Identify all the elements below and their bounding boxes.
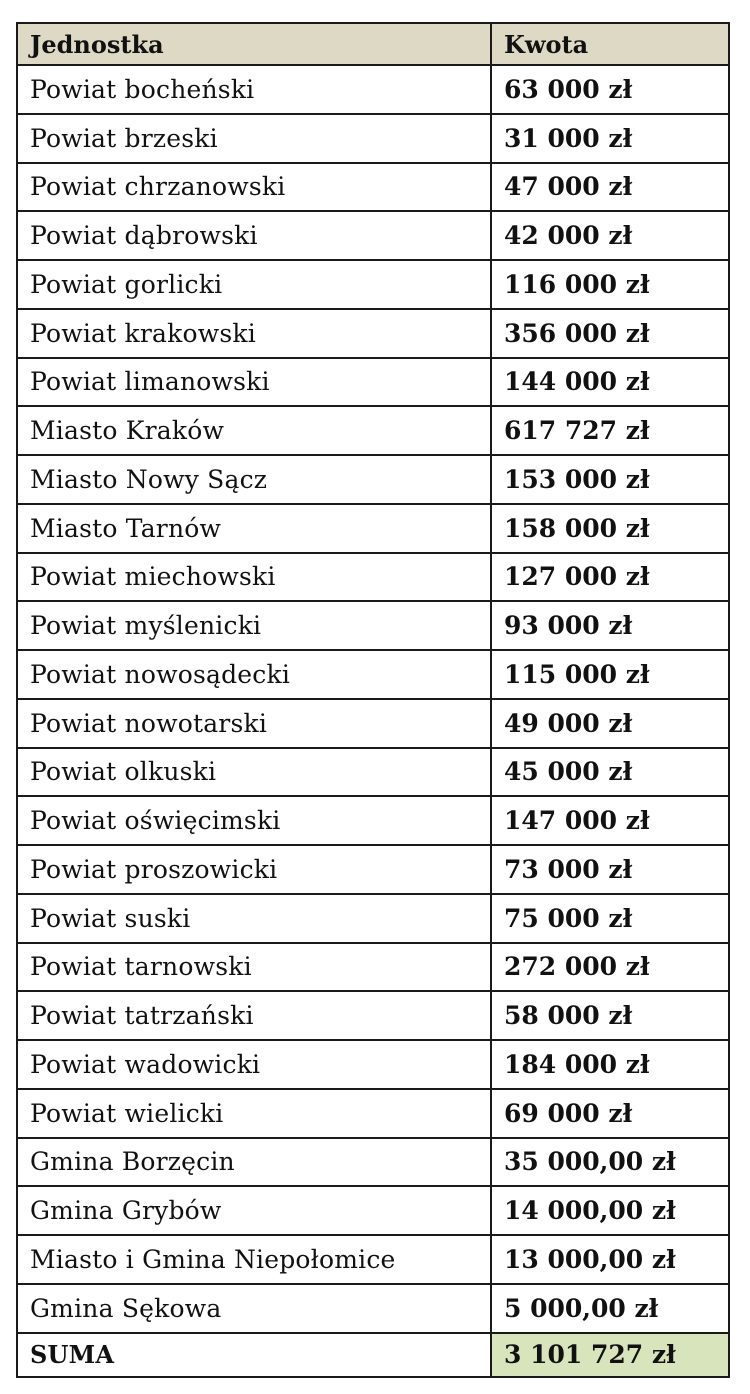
unit-name-cell: Powiat tatrzański xyxy=(17,991,491,1040)
unit-name-cell: Powiat bocheński xyxy=(17,65,491,114)
unit-name-cell: Powiat nowotarski xyxy=(17,699,491,748)
table-row xyxy=(17,1089,729,1138)
table-row xyxy=(17,163,729,212)
table-row xyxy=(17,1138,729,1187)
unit-name-cell: Powiat krakowski xyxy=(17,309,491,358)
unit-name-cell: Powiat olkuski xyxy=(17,748,491,797)
unit-name-cell: Powiat wadowicki xyxy=(17,1040,491,1089)
amount-cell: 147 000 zł xyxy=(491,796,729,845)
column-header-amount: Kwota xyxy=(491,23,729,65)
table-row xyxy=(17,991,729,1040)
total-amount: 3 101 727 zł xyxy=(491,1333,729,1377)
amount-cell: 272 000 zł xyxy=(491,943,729,992)
unit-name-cell: Powiat suski xyxy=(17,894,491,943)
unit-name-cell: Powiat proszowicki xyxy=(17,845,491,894)
table-row xyxy=(17,260,729,309)
amount-cell: 45 000 zł xyxy=(491,748,729,797)
table-row xyxy=(17,1040,729,1089)
unit-name-cell: Gmina Grybów xyxy=(17,1186,491,1235)
unit-name-cell: Powiat limanowski xyxy=(17,358,491,407)
unit-name-cell: Powiat oświęcimski xyxy=(17,796,491,845)
table-row xyxy=(17,309,729,358)
table-row xyxy=(17,699,729,748)
amount-cell: 93 000 zł xyxy=(491,601,729,650)
amount-cell: 144 000 zł xyxy=(491,358,729,407)
amount-cell: 73 000 zł xyxy=(491,845,729,894)
unit-name-cell: Powiat miechowski xyxy=(17,553,491,602)
amount-cell: 31 000 zł xyxy=(491,114,729,163)
amount-cell: 116 000 zł xyxy=(491,260,729,309)
amount-cell: 35 000,00 zł xyxy=(491,1138,729,1187)
unit-name-cell: Miasto Nowy Sącz xyxy=(17,455,491,504)
column-header-unit: Jednostka xyxy=(17,23,491,65)
table-row xyxy=(17,65,729,114)
unit-name-cell: Gmina Sękowa xyxy=(17,1284,491,1333)
header-row xyxy=(17,23,729,65)
amount-cell: 63 000 zł xyxy=(491,65,729,114)
table-row xyxy=(17,114,729,163)
table-row xyxy=(17,1235,729,1284)
amount-cell: 153 000 zł xyxy=(491,455,729,504)
table-row xyxy=(17,358,729,407)
table-body xyxy=(17,65,729,1333)
table-footer xyxy=(17,1333,729,1377)
amount-cell: 617 727 zł xyxy=(491,406,729,455)
table-row xyxy=(17,1186,729,1235)
amount-cell: 13 000,00 zł xyxy=(491,1235,729,1284)
unit-name-cell: Powiat gorlicki xyxy=(17,260,491,309)
table-row xyxy=(17,748,729,797)
amount-cell: 158 000 zł xyxy=(491,504,729,553)
unit-name-cell: Miasto i Gmina Niepołomice xyxy=(17,1235,491,1284)
amount-cell: 42 000 zł xyxy=(491,211,729,260)
unit-name-cell: Miasto Tarnów xyxy=(17,504,491,553)
amount-cell: 58 000 zł xyxy=(491,991,729,1040)
table-row xyxy=(17,894,729,943)
amount-cell: 115 000 zł xyxy=(491,650,729,699)
allocation-table xyxy=(16,22,730,1378)
unit-name-cell: Powiat nowosądecki xyxy=(17,650,491,699)
amount-cell: 356 000 zł xyxy=(491,309,729,358)
amount-cell: 49 000 zł xyxy=(491,699,729,748)
unit-name-cell: Powiat chrzanowski xyxy=(17,163,491,212)
amount-cell: 5 000,00 zł xyxy=(491,1284,729,1333)
amount-cell: 14 000,00 zł xyxy=(491,1186,729,1235)
amount-cell: 184 000 zł xyxy=(491,1040,729,1089)
unit-name-cell: Powiat wielicki xyxy=(17,1089,491,1138)
table-row xyxy=(17,455,729,504)
total-label: SUMA xyxy=(17,1333,491,1377)
table-row xyxy=(17,553,729,602)
table-row xyxy=(17,601,729,650)
table-header xyxy=(17,23,729,65)
table-row xyxy=(17,211,729,260)
amount-cell: 127 000 zł xyxy=(491,553,729,602)
unit-name-cell: Powiat myślenicki xyxy=(17,601,491,650)
amount-cell: 75 000 zł xyxy=(491,894,729,943)
unit-name-cell: Powiat tarnowski xyxy=(17,943,491,992)
amount-cell: 69 000 zł xyxy=(491,1089,729,1138)
unit-name-cell: Powiat dąbrowski xyxy=(17,211,491,260)
unit-name-cell: Gmina Borzęcin xyxy=(17,1138,491,1187)
table-row xyxy=(17,406,729,455)
allocation-table-container xyxy=(16,22,728,1378)
table-row xyxy=(17,845,729,894)
unit-name-cell: Powiat brzeski xyxy=(17,114,491,163)
amount-cell: 47 000 zł xyxy=(491,163,729,212)
table-row xyxy=(17,650,729,699)
total-row xyxy=(17,1333,729,1377)
table-row xyxy=(17,943,729,992)
table-row xyxy=(17,796,729,845)
table-row xyxy=(17,1284,729,1333)
table-row xyxy=(17,504,729,553)
unit-name-cell: Miasto Kraków xyxy=(17,406,491,455)
